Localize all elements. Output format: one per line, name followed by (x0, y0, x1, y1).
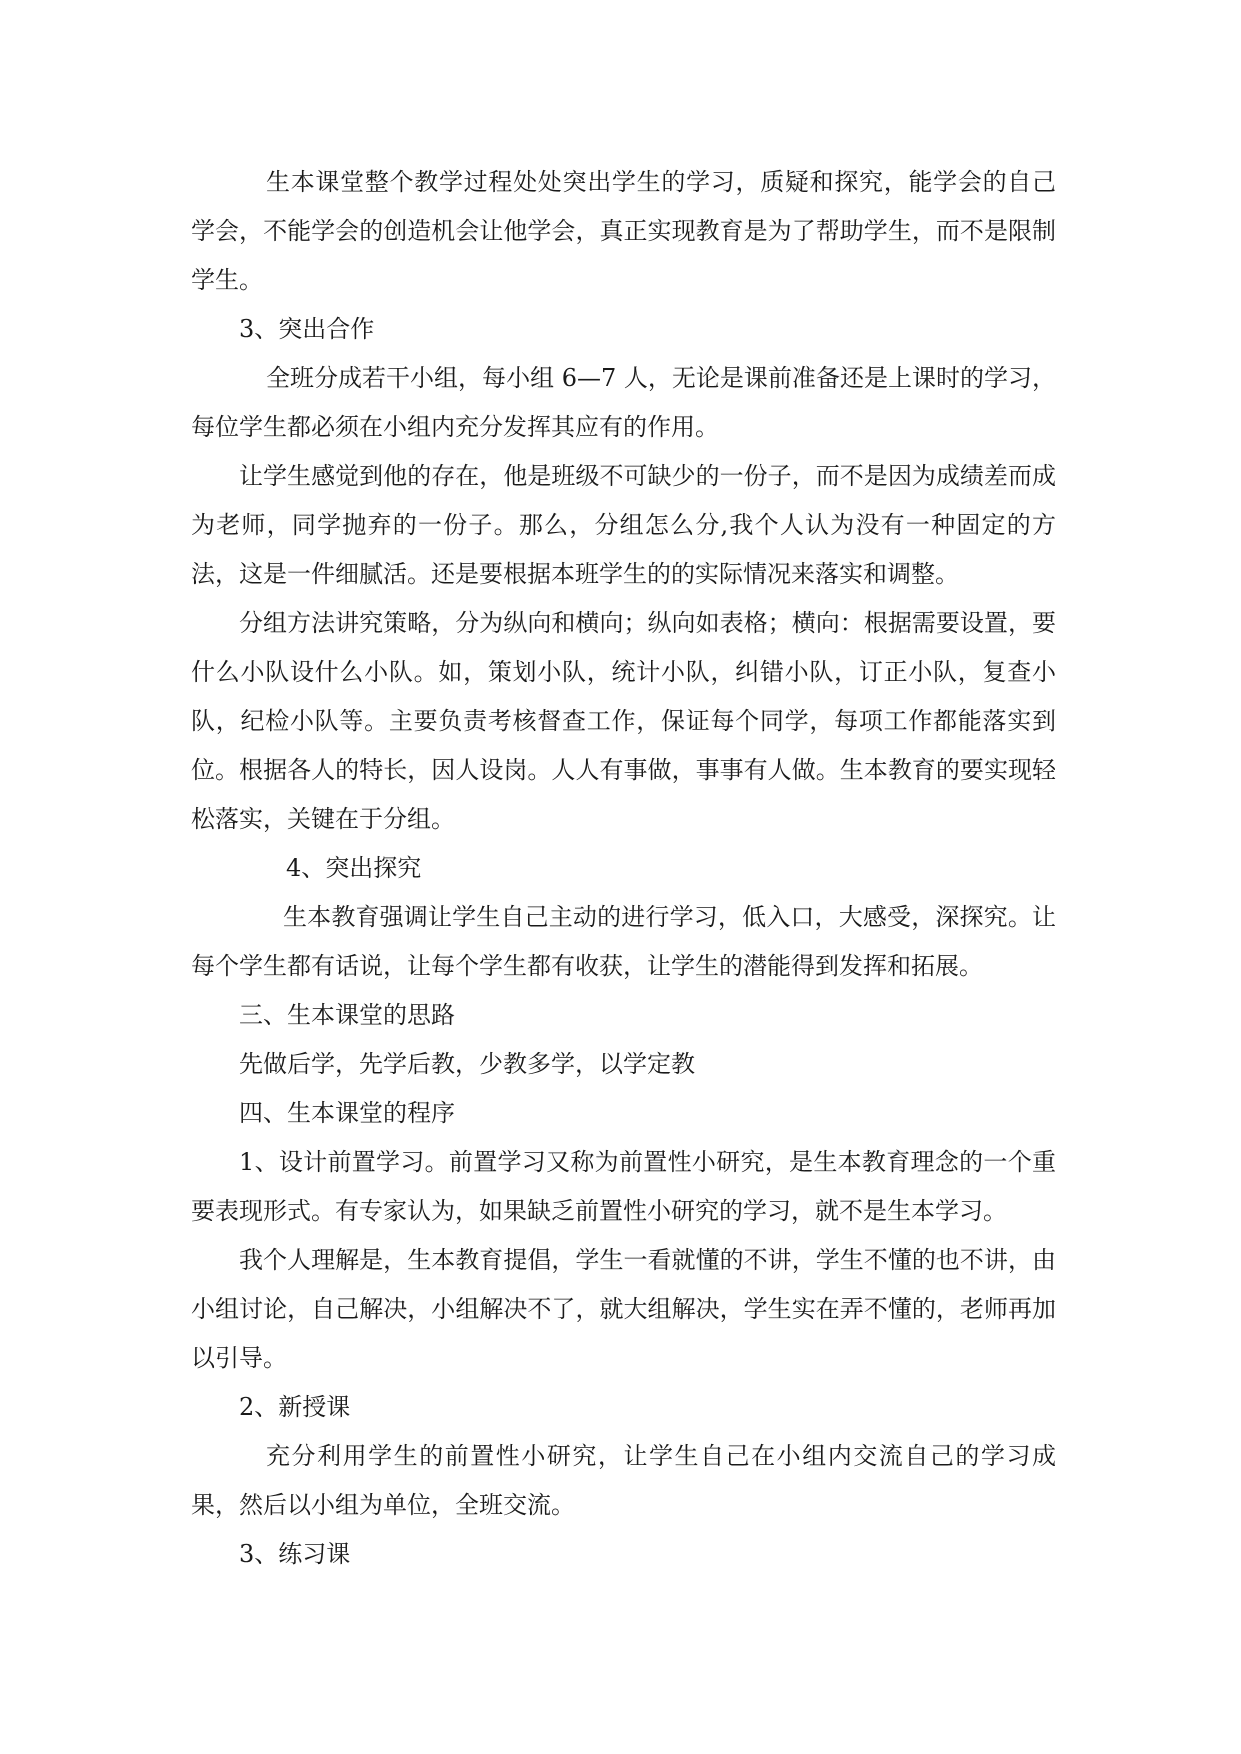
paragraph-group-method: 分组方法讲究策略，分为纵向和横向；纵向如表格；横向：根据需要设置，要什么小队设什么小队。如，策划小队，统计小队，纠错小队，订正小队，复查小队，纪检小队等。主要负责考核督查工作，保证每个同学，每项工作都能落实到位。根据各人的特长，因人设岗。人人有事做，事事有人做。生本教育的要实现轻松落实，关键在于分组。 (191, 609, 1056, 833)
paragraph-inquiry: 生本教育强调让学生自己主动的进行学习，低入口，大感受，深探究。让每个学生都有话说，让每个学生都有收获，让学生的潜能得到发挥和拓展。 (191, 903, 1056, 980)
document-page (191, 158, 1056, 1579)
paragraph-existence: 让学生感觉到他的存在，他是班级不可缺少的一份子，而不是因为成绩差而成为老师，同学抛弃的一份子。那么，分组怎么分,我个人认为没有一种固定的方法，这是一件细腻活。还是要根据本班学生的的实际情况来落实和调整。 (191, 462, 1056, 588)
heading-new-lesson: 2、新授课 (239, 1393, 351, 1421)
paragraph-grouping: 全班分成若干小组，每小组 6—7 人，无论是课前准备还是上课时的学习，每位学生都必须在小组内充分发挥其应有的作用。 (191, 364, 1056, 441)
paragraph-learning-intro: 生本课堂整个教学过程处处突出学生的学习，质疑和探究，能学会的自己学会，不能学会的创造机会让他学会，真正实现教育是为了帮助学生，而不是限制学生。 (191, 168, 1056, 294)
heading-procedure: 四、生本课堂的程序 (239, 1099, 455, 1127)
paragraph-approach: 先做后学，先学后教，少教多学，以学定教 (239, 1050, 695, 1078)
paragraph-new-lesson: 充分利用学生的前置性小研究，让学生自己在小组内交流自己的学习成果，然后以小组为单位，全班交流。 (191, 1442, 1056, 1519)
heading-approach: 三、生本课堂的思路 (239, 1001, 455, 1029)
heading-cooperation: 3、突出合作 (239, 315, 375, 343)
paragraph-preview-study: 1、设计前置学习。前置学习又称为前置性小研究，是生本教育理念的一个重要表现形式。有专家认为，如果缺乏前置性小研究的学习，就不是生本学习。 (191, 1148, 1056, 1225)
heading-inquiry: 4、突出探究 (286, 854, 422, 882)
heading-practice-lesson: 3、练习课 (239, 1540, 351, 1568)
paragraph-understanding: 我个人理解是，生本教育提倡，学生一看就懂的不讲，学生不懂的也不讲，由小组讨论，自己解决，小组解决不了，就大组解决，学生实在弄不懂的，老师再加以引导。 (191, 1246, 1056, 1372)
